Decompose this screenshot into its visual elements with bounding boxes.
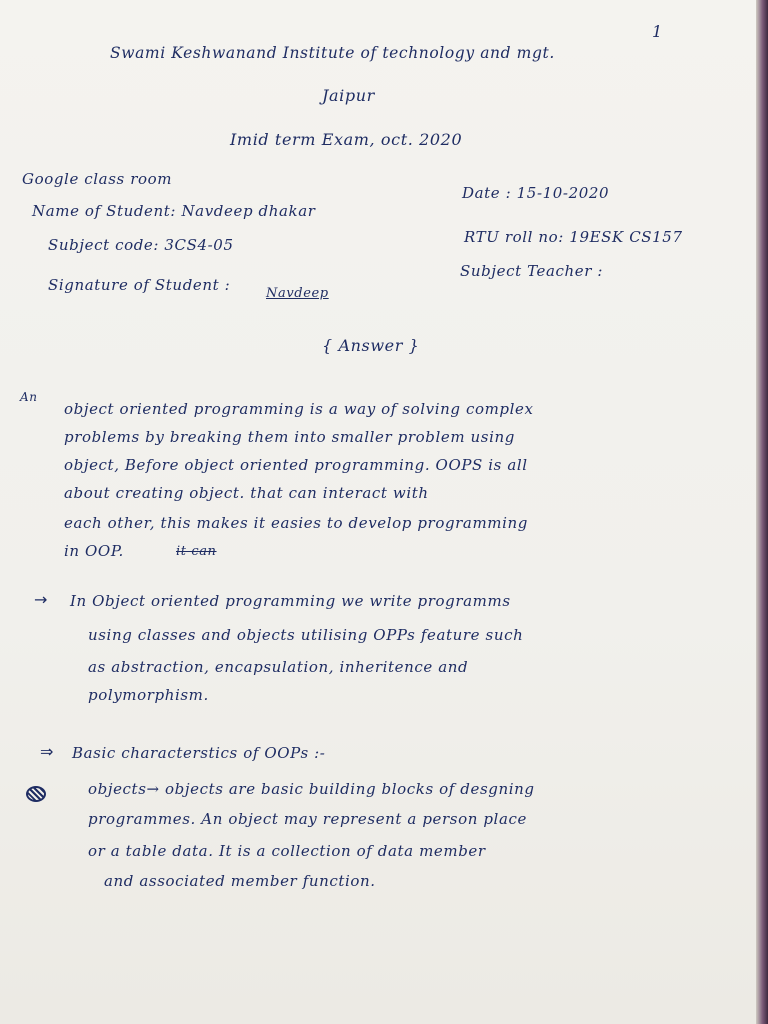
- paragraph-3-line-3: or a table data. It is a collection of data member: [88, 842, 486, 860]
- exam-title: Imid term Exam, oct. 2020: [230, 130, 463, 149]
- paragraph-2-line-1: In Object oriented programming we write programms: [70, 592, 511, 610]
- student-signature: Navdeep: [266, 286, 329, 301]
- page-number: 1: [652, 22, 663, 41]
- institute-name: Swami Keshwanand Institute of technology and mgt.: [110, 44, 555, 62]
- answer-heading: { Answer }: [322, 336, 420, 355]
- subject-teacher: Subject Teacher :: [460, 262, 604, 280]
- institute-city: Jaipur: [322, 86, 375, 105]
- paragraph-1-line-3: object, Before object oriented programming. OOPS is all: [64, 456, 528, 474]
- paragraph-1-line-5: each other, this makes it easies to develop programming: [64, 514, 528, 532]
- paragraph-2-line-3: as abstraction, encapsulation, inheritence and: [88, 658, 469, 676]
- paragraph-3-line-2: programmes. An object may represent a person place: [88, 810, 527, 828]
- rtu-roll-number: RTU roll no: 19ESK CS157: [464, 228, 683, 246]
- double-arrow-bullet-icon: ⇒: [40, 742, 54, 761]
- paragraph-2-line-4: polymorphism.: [88, 686, 209, 704]
- answer-marker: An: [20, 390, 38, 404]
- page-edge: [756, 0, 768, 1024]
- platform: Google class room: [22, 170, 173, 188]
- subject-code: Subject code: 3CS4-05: [48, 236, 234, 254]
- student-name: Name of Student: Navdeep dhakar: [32, 202, 316, 220]
- paragraph-1-line-2: problems by breaking them into smaller problem using: [64, 428, 515, 446]
- paragraph-1-line-4: about creating object. that can interact with: [64, 484, 429, 502]
- exam-date: Date : 15-10-2020: [462, 184, 610, 202]
- characteristics-heading: Basic characterstics of OOPs :-: [72, 744, 326, 762]
- arrow-bullet-icon: →: [34, 590, 48, 609]
- signature-label: Signature of Student :: [48, 276, 231, 294]
- paragraph-3-line-1: objects→ objects are basic building blocks of desgning: [88, 780, 535, 798]
- struck-text: it can: [176, 544, 217, 559]
- paragraph-1-line-6: in OOP.: [64, 542, 124, 560]
- paragraph-1-line-1: object oriented programming is a way of solving complex: [64, 400, 534, 418]
- bullet-scribble-icon: [26, 786, 46, 802]
- paragraph-3-line-4: and associated member function.: [104, 872, 376, 890]
- paragraph-2-line-2: using classes and objects utilising OPPs feature such: [88, 626, 524, 644]
